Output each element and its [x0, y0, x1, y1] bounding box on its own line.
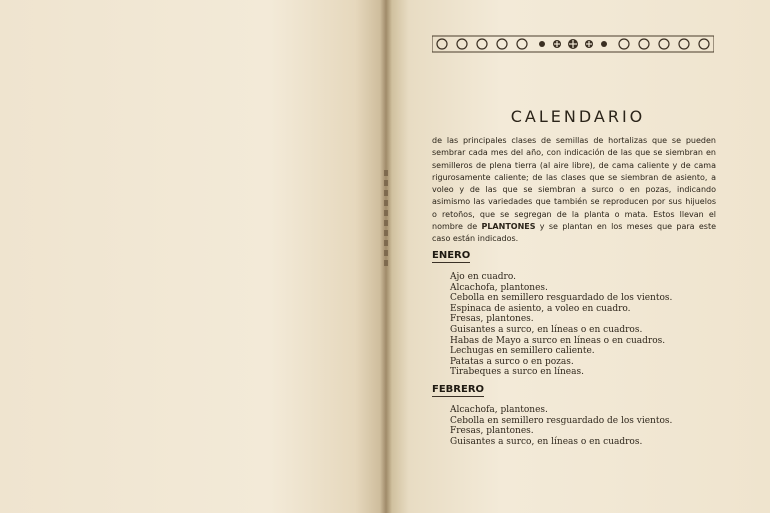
month-list-febrero: [450, 405, 710, 447]
list-item: Alcachofa, plantones.: [450, 282, 548, 293]
decorative-border-ornament: [432, 35, 714, 53]
month-list-enero: [450, 272, 710, 378]
intro-emphasis: PLANTONES: [481, 222, 536, 232]
list-item: Patatas a surco o en pozas.: [450, 356, 574, 367]
month-heading-enero: ENERO: [432, 250, 471, 261]
list-item: Alcachofa, plantones.: [450, 405, 548, 415]
intro-text-part1: de las principales clases de semillas de hortalizas que se pueden sembrar cada mes del año, con indicación de las que se siembran en semilleros de plena tierra (al aire libre), de cama caliente y de cama rigurosamente caliente; de las clases que se siembran de asiento, a voleo y de las que se siembran a surco o en pozas, indicando asimismo las variedades que también se reproducen por sus hijuelos o retoños, que se segregan de la planta o mata. Estos llevan el nombre de: [432, 136, 716, 232]
list-item: Cebolla en semillero resguardado de los vientos.: [450, 293, 673, 304]
list-item: Cebolla en semillero resguardado de los vientos.: [450, 415, 673, 426]
list-item: Espinaca de asiento, a voleo en cuadro.: [450, 303, 631, 314]
list-item: Fresas, plantones.: [450, 426, 534, 437]
intro-paragraph: [432, 135, 716, 246]
list-item: Tirabeques a surco en líneas.: [450, 367, 584, 378]
list-item: Guisantes a surco, en líneas o en cuadros.: [450, 436, 643, 447]
month-heading-febrero: FEBRERO: [432, 384, 485, 395]
list-item: Fresas, plantones.: [450, 314, 534, 325]
page-title: CALENDARIO: [510, 107, 646, 126]
intro-text-part2: y se plantan en los meses que para este caso están indicados.: [432, 222, 716, 244]
list-item: Habas de Mayo a surco en líneas o en cuadros.: [450, 335, 666, 346]
binding-stitch: [384, 170, 388, 270]
list-item: Lechugas en semillero caliente.: [450, 346, 595, 357]
list-item: Guisantes a surco, en líneas o en cuadros.: [450, 324, 643, 335]
list-item: Ajo en cuadro.: [450, 272, 516, 282]
